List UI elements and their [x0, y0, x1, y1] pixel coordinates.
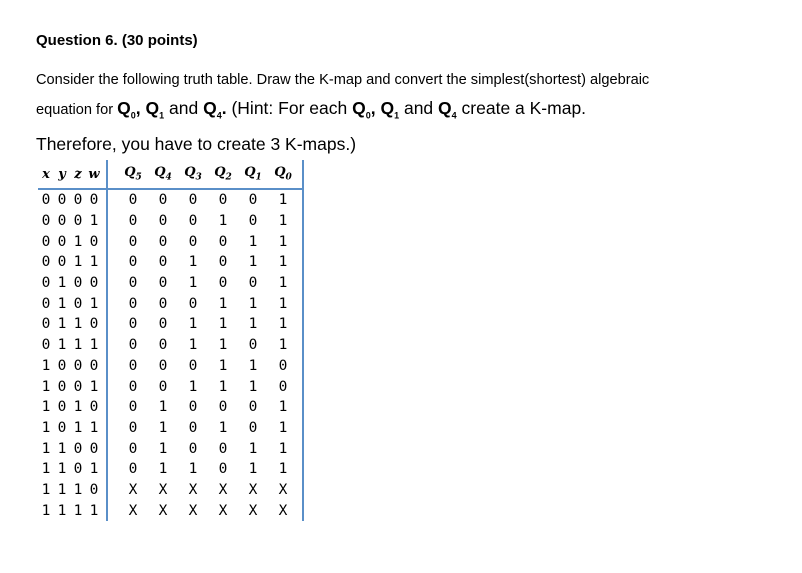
cell-q5: 0 [128, 419, 138, 436]
cell-x: 0 [41, 337, 51, 354]
cell-x: 1 [41, 461, 51, 478]
header-x: x [38, 160, 54, 189]
cell-x: 1 [41, 440, 51, 457]
table-right-border [298, 356, 303, 377]
cell-z: 0 [73, 357, 83, 374]
cell-w: 1 [89, 461, 99, 478]
cell-q4: 0 [158, 233, 168, 250]
column-gap [107, 293, 118, 314]
cell-q2: 1 [218, 295, 228, 312]
cell-w: 1 [89, 213, 99, 230]
cell-q2: 1 [218, 378, 228, 395]
table-row [38, 459, 303, 480]
hint-q1-label: $Q_1$ [380, 98, 400, 121]
table-right-border [298, 273, 303, 294]
cell-q5: X [128, 502, 138, 519]
cell-q5: 0 [128, 254, 138, 271]
prompt-line-2 [36, 94, 776, 130]
question-heading: Question 6. (30 points) [36, 32, 198, 49]
cell-w: 0 [89, 192, 99, 209]
header-q1: $Q_1$ [238, 160, 268, 189]
cell-x: 0 [41, 192, 51, 209]
table-row [38, 500, 303, 521]
table-right-border [298, 459, 303, 480]
column-gap [107, 211, 118, 232]
cell-q4: 0 [158, 316, 168, 333]
cell-y: 0 [57, 233, 67, 250]
cell-z: 1 [73, 481, 83, 498]
cell-y: 1 [57, 502, 67, 519]
cell-y: 1 [57, 337, 67, 354]
cell-z: 0 [73, 461, 83, 478]
cell-x: 0 [41, 295, 51, 312]
cell-q5: X [128, 481, 138, 498]
cell-q5: 0 [128, 440, 138, 457]
cell-q4: 0 [158, 275, 168, 292]
prompt-period: . [221, 98, 232, 118]
cell-q5: 0 [128, 357, 138, 374]
cell-q0: 1 [278, 316, 288, 333]
cell-z: 0 [73, 440, 83, 457]
header-w: w [86, 160, 102, 189]
cell-w: 0 [89, 357, 99, 374]
question-prompt [36, 66, 776, 158]
cell-q3: 0 [188, 233, 198, 250]
cell-q1: 1 [248, 233, 258, 250]
cell-q4: 0 [158, 254, 168, 271]
cell-q1: 0 [248, 419, 258, 436]
cell-y: 1 [57, 275, 67, 292]
cell-q3: 0 [188, 357, 198, 374]
table-row [38, 293, 303, 314]
cell-q2: X [218, 502, 228, 519]
cell-q3: 0 [188, 419, 198, 436]
cell-z: 1 [73, 337, 83, 354]
cell-q2: 1 [218, 213, 228, 230]
table-row [38, 189, 303, 211]
cell-x: 1 [41, 481, 51, 498]
table-right-border [298, 438, 303, 459]
header-z: z [70, 160, 86, 189]
cell-w: 1 [89, 337, 99, 354]
cell-w: 1 [89, 254, 99, 271]
cell-q5: 0 [128, 295, 138, 312]
cell-q0: 1 [278, 295, 288, 312]
hint-and: and [399, 98, 439, 118]
cell-q2: 1 [218, 357, 228, 374]
cell-q4: 0 [158, 378, 168, 395]
cell-z: 1 [73, 233, 83, 250]
cell-q5: 0 [128, 192, 138, 209]
cell-q2: 1 [218, 419, 228, 436]
column-gap [107, 397, 118, 418]
cell-q3: 1 [188, 275, 198, 292]
cell-w: 0 [89, 233, 99, 250]
column-gap [107, 231, 118, 252]
column-gap [107, 160, 118, 189]
table-right-border [298, 314, 303, 335]
cell-y: 1 [57, 440, 67, 457]
column-gap [107, 356, 118, 377]
cell-q4: 1 [158, 399, 168, 416]
cell-x: 1 [41, 419, 51, 436]
cell-q0: 1 [278, 233, 288, 250]
column-gap [107, 335, 118, 356]
truth-table [38, 160, 304, 521]
table-right-border [298, 376, 303, 397]
header-q3: $Q_3$ [178, 160, 208, 189]
cell-w: 1 [89, 295, 99, 312]
cell-y: 1 [57, 316, 67, 333]
cell-x: 0 [41, 275, 51, 292]
cell-x: 0 [41, 213, 51, 230]
cell-q1: 0 [248, 275, 258, 292]
cell-q4: 0 [158, 192, 168, 209]
cell-x: 1 [41, 357, 51, 374]
cell-q5: 0 [128, 399, 138, 416]
cell-z: 1 [73, 316, 83, 333]
cell-q2: X [218, 481, 228, 498]
cell-x: 0 [41, 254, 51, 271]
table-row [38, 418, 303, 439]
cell-z: 1 [73, 399, 83, 416]
cell-q1: X [248, 502, 258, 519]
cell-q5: 0 [128, 461, 138, 478]
cell-q2: 0 [218, 461, 228, 478]
cell-q1: 0 [248, 399, 258, 416]
cell-y: 1 [57, 461, 67, 478]
table-row [38, 376, 303, 397]
table-right-border [298, 397, 303, 418]
cell-q0: 1 [278, 192, 288, 209]
cell-z: 0 [73, 275, 83, 292]
q4-label: $Q_4$ [203, 98, 222, 121]
table-row [38, 480, 303, 501]
cell-w: 0 [89, 481, 99, 498]
column-gap [107, 480, 118, 501]
cell-q2: 1 [218, 316, 228, 333]
cell-y: 0 [57, 357, 67, 374]
cell-y: 0 [57, 254, 67, 271]
table-row [38, 314, 303, 335]
cell-z: 0 [73, 378, 83, 395]
cell-q1: 1 [248, 440, 258, 457]
cell-q3: 1 [188, 316, 198, 333]
cell-w: 1 [89, 502, 99, 519]
table-row [38, 335, 303, 356]
cell-q0: X [278, 481, 288, 498]
cell-w: 0 [89, 316, 99, 333]
q1-label: $Q_1$ [145, 98, 165, 121]
cell-q0: 1 [278, 213, 288, 230]
cell-q2: 0 [218, 254, 228, 271]
column-gap [107, 189, 118, 211]
cell-x: 0 [41, 233, 51, 250]
cell-q3: 0 [188, 399, 198, 416]
table-row [38, 438, 303, 459]
cell-q1: 0 [248, 337, 258, 354]
cell-q4: 1 [158, 419, 168, 436]
truth-table-container [38, 160, 304, 521]
cell-q0: 1 [278, 419, 288, 436]
table-right-border [298, 418, 303, 439]
table-row [38, 356, 303, 377]
column-gap [107, 459, 118, 480]
truth-table-body [38, 189, 303, 521]
table-right-border [298, 293, 303, 314]
cell-q1: 0 [248, 192, 258, 209]
table-row [38, 397, 303, 418]
cell-q3: 1 [188, 378, 198, 395]
cell-q1: 1 [248, 378, 258, 395]
cell-q4: 0 [158, 357, 168, 374]
cell-w: 1 [89, 419, 99, 436]
cell-q4: X [158, 481, 168, 498]
column-gap [107, 376, 118, 397]
hint-separator: , [370, 98, 381, 118]
prompt-line-3: Therefore, you have to create 3 K-maps.) [36, 133, 357, 154]
cell-y: 0 [57, 192, 67, 209]
cell-q1: 1 [248, 254, 258, 271]
cell-q3: 0 [188, 192, 198, 209]
table-row [38, 252, 303, 273]
cell-q3: 0 [188, 295, 198, 312]
cell-q1: 0 [248, 213, 258, 230]
hint-q0-label: $Q_0$ [352, 98, 371, 121]
hint-text: (Hint: For each [231, 98, 353, 118]
table-row [38, 231, 303, 252]
cell-q4: 1 [158, 461, 168, 478]
column-gap [107, 252, 118, 273]
cell-q5: 0 [128, 275, 138, 292]
cell-q0: 1 [278, 254, 288, 271]
hint-text-end: create a K-map. [456, 98, 587, 118]
cell-y: 0 [57, 213, 67, 230]
cell-q2: 0 [218, 192, 228, 209]
cell-q2: 1 [218, 337, 228, 354]
cell-q0: 1 [278, 275, 288, 292]
table-right-border [298, 252, 303, 273]
table-right-border [298, 480, 303, 501]
q0-label: $Q_0$ [117, 98, 136, 121]
prompt-and: and [164, 98, 204, 118]
header-q5: $Q_5$ [118, 160, 148, 189]
cell-q3: X [188, 502, 198, 519]
cell-y: 0 [57, 399, 67, 416]
cell-y: 1 [57, 295, 67, 312]
cell-q5: 0 [128, 316, 138, 333]
cell-q4: X [158, 502, 168, 519]
column-gap [107, 418, 118, 439]
column-gap [107, 438, 118, 459]
prompt-text: equation for [36, 102, 118, 118]
hint-q4-label: $Q_4$ [438, 98, 457, 121]
truth-table-header-row [38, 160, 303, 189]
cell-y: 0 [57, 378, 67, 395]
cell-q2: 0 [218, 233, 228, 250]
table-right-border [298, 160, 303, 189]
cell-q5: 0 [128, 378, 138, 395]
cell-q5: 0 [128, 233, 138, 250]
cell-z: 0 [73, 295, 83, 312]
cell-q3: 1 [188, 254, 198, 271]
cell-q0: X [278, 502, 288, 519]
cell-q5: 0 [128, 213, 138, 230]
cell-q0: 1 [278, 461, 288, 478]
cell-q1: X [248, 481, 258, 498]
cell-q0: 1 [278, 399, 288, 416]
cell-q3: 0 [188, 213, 198, 230]
table-right-border [298, 211, 303, 232]
cell-z: 0 [73, 213, 83, 230]
header-q4: $Q_4$ [148, 160, 178, 189]
table-right-border [298, 335, 303, 356]
cell-q4: 0 [158, 295, 168, 312]
header-y: y [54, 160, 70, 189]
cell-q1: 1 [248, 295, 258, 312]
table-right-border [298, 231, 303, 252]
table-row [38, 211, 303, 232]
cell-q5: 0 [128, 337, 138, 354]
cell-q0: 1 [278, 440, 288, 457]
prompt-separator: , [135, 98, 146, 118]
cell-w: 0 [89, 275, 99, 292]
cell-w: 1 [89, 378, 99, 395]
cell-w: 0 [89, 440, 99, 457]
column-gap [107, 314, 118, 335]
cell-q4: 1 [158, 440, 168, 457]
cell-z: 1 [73, 419, 83, 436]
cell-q2: 0 [218, 399, 228, 416]
cell-q2: 0 [218, 440, 228, 457]
cell-q1: 1 [248, 461, 258, 478]
cell-y: 0 [57, 419, 67, 436]
table-right-border [298, 189, 303, 211]
header-q0: $Q_0$ [268, 160, 298, 189]
table-right-border [298, 500, 303, 521]
cell-q3: 1 [188, 337, 198, 354]
cell-q2: 0 [218, 275, 228, 292]
cell-q3: X [188, 481, 198, 498]
cell-q1: 1 [248, 316, 258, 333]
cell-z: 1 [73, 254, 83, 271]
column-gap [107, 500, 118, 521]
cell-q1: 1 [248, 357, 258, 374]
cell-x: 0 [41, 316, 51, 333]
cell-z: 0 [73, 192, 83, 209]
column-gap [107, 273, 118, 294]
cell-x: 1 [41, 378, 51, 395]
cell-q0: 0 [278, 378, 288, 395]
header-q2: $Q_2$ [208, 160, 238, 189]
cell-q4: 0 [158, 337, 168, 354]
cell-x: 1 [41, 399, 51, 416]
cell-q0: 1 [278, 337, 288, 354]
cell-x: 1 [41, 502, 51, 519]
cell-q4: 0 [158, 213, 168, 230]
cell-q3: 1 [188, 461, 198, 478]
cell-z: 1 [73, 502, 83, 519]
table-row [38, 273, 303, 294]
cell-w: 0 [89, 399, 99, 416]
cell-y: 1 [57, 481, 67, 498]
prompt-line-1: Consider the following truth table. Draw the K-map and convert the simplest(shortest) algebraic [36, 72, 650, 88]
cell-q3: 0 [188, 440, 198, 457]
cell-q0: 0 [278, 357, 288, 374]
